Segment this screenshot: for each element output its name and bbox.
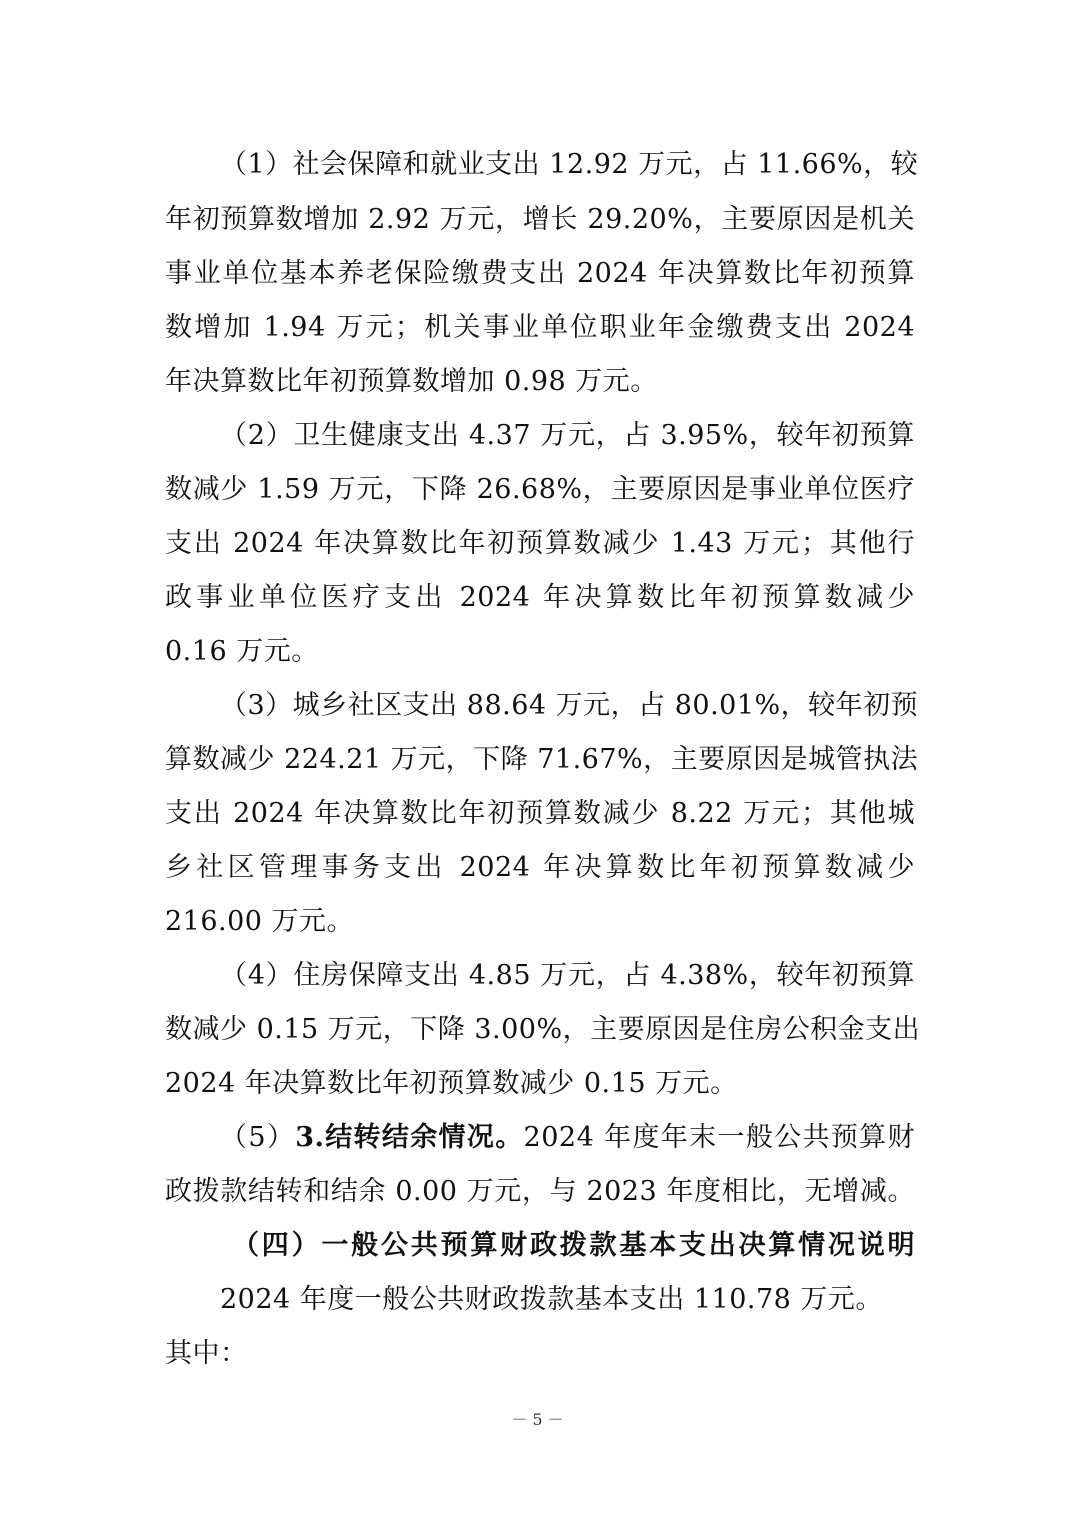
- paragraph-2-line-5: 0.16 万元。: [165, 636, 319, 667]
- paragraph-1-line-4: 数增加 1.94 万元；机关事业单位职业年金缴费支出 2024: [165, 312, 915, 343]
- paragraph-5-line-2: 政拨款结转和结余 0.00 万元，与 2023 年度相比，无增减。: [165, 1176, 915, 1207]
- paragraph-5-line-1: [220, 1110, 915, 1166]
- paragraph-6-line-1: 2024 年度一般公共财政拨款基本支出 110.78 万元。: [220, 1284, 883, 1315]
- paragraph-5-prefix: （5）: [220, 1122, 296, 1153]
- paragraph-3-line-1: （3）城乡社区支出 88.64 万元，占 80.01%，较年初预: [220, 690, 919, 721]
- paragraph-4-line-2: 数减少 0.15 万元，下降 3.00%，主要原因是住房公积金支出: [165, 1014, 921, 1045]
- paragraph-2-line-1: （2）卫生健康支出 4.37 万元，占 3.95%，较年初预算: [220, 420, 915, 451]
- paragraph-1-line-5: 年决算数比年初预算数增加 0.98 万元。: [165, 366, 658, 397]
- paragraph-6-line-2: 其中：: [165, 1338, 248, 1369]
- paragraph-1-line-1: （1）社会保障和就业支出 12.92 万元，占 11.66%，较: [220, 149, 919, 180]
- paragraph-2-line-4: 政事业单位医疗支出 2024 年决算数比年初预算数减少: [165, 582, 915, 613]
- paragraph-5-rest: 2024 年度年末一般公共预算财: [523, 1122, 916, 1153]
- paragraph-3-line-4: 乡社区管理事务支出 2024 年决算数比年初预算数减少: [165, 852, 915, 883]
- paragraph-3-line-3: 支出 2024 年决算数比年初预算数减少 8.22 万元；其他城: [165, 798, 915, 829]
- paragraph-1-line-2: 年初预算数增加 2.92 万元，增长 29.20%，主要原因是机关: [165, 204, 915, 235]
- paragraph-5-bold-heading: 3.结转结余情况。: [295, 1122, 524, 1153]
- section-heading: （四）一般公共预算财政拨款基本支出决算情况说明: [232, 1230, 915, 1261]
- page-number: － 5 －: [511, 1410, 564, 1429]
- paragraph-4-line-1: （4）住房保障支出 4.85 万元，占 4.38%，较年初预算: [220, 960, 915, 991]
- paragraph-4-line-3: 2024 年决算数比年初预算数减少 0.15 万元。: [165, 1068, 738, 1099]
- paragraph-2-line-2: 数减少 1.59 万元，下降 26.68%，主要原因是事业单位医疗: [165, 474, 915, 505]
- paragraph-1-line-3: 事业单位基本养老保险缴费支出 2024 年决算数比年初预算: [165, 258, 915, 289]
- paragraph-3-line-5: 216.00 万元。: [165, 906, 355, 937]
- paragraph-2-line-3: 支出 2024 年决算数比年初预算数减少 1.43 万元；其他行: [165, 528, 915, 559]
- paragraph-3-line-2: 算数减少 224.21 万元，下降 71.67%，主要原因是城管执法: [165, 744, 919, 775]
